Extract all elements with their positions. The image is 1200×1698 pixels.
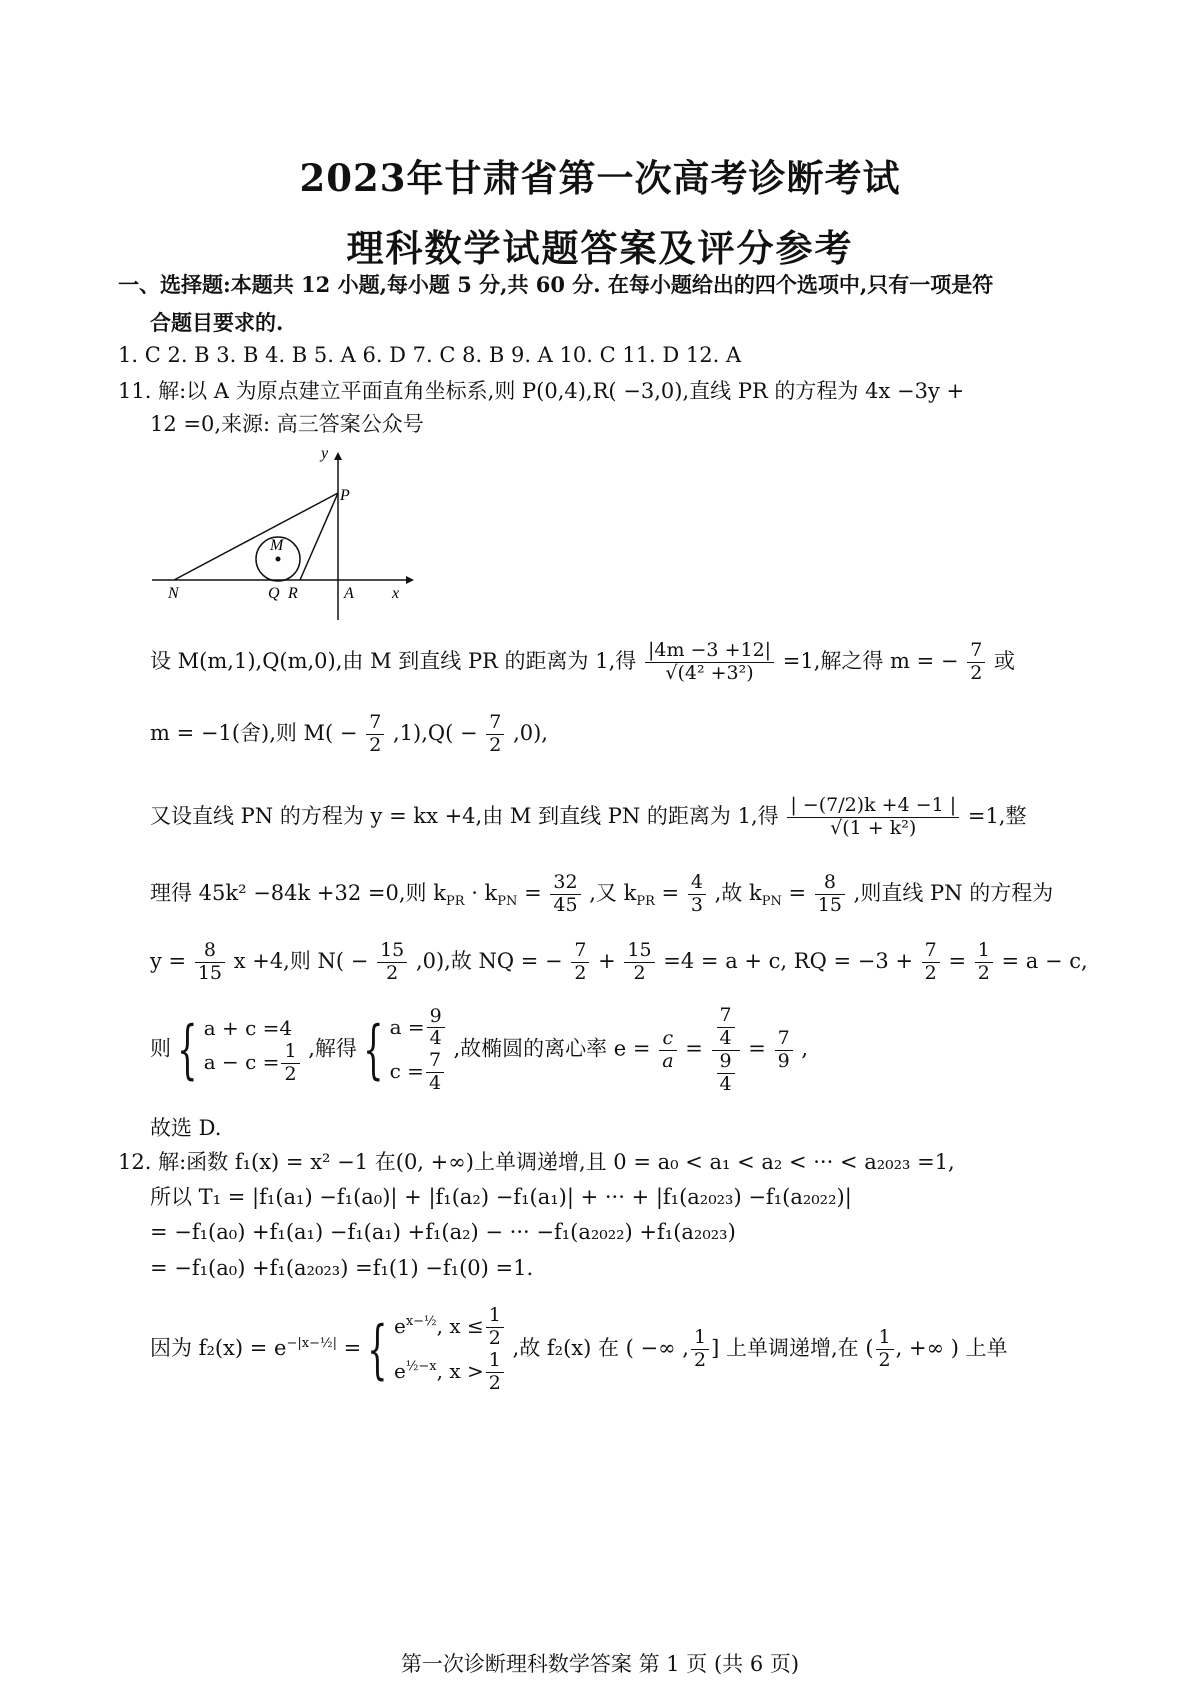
q12-line2: 所以 T₁ = |f₁(a₁) −f₁(a₀)| + |f₁(a₂) −f₁(a₁)| + ··· + |f₁(a₂₀₂₃) −f₁(a₂₀₂₂)| xyxy=(150,1185,852,1209)
label-r: R xyxy=(288,585,298,602)
frac-den: 4 xyxy=(719,1026,732,1049)
q12-line5-end: 上单 xyxy=(965,1336,1008,1361)
label-a: A xyxy=(344,585,354,602)
fraction-32-45 xyxy=(550,872,580,917)
frac-num: 7 xyxy=(922,940,940,963)
piece-2 xyxy=(394,1350,506,1395)
q11-line7-n: x +4,则 N( − xyxy=(233,948,369,973)
q12-line5-mid: ,故 f₂(x) 在 xyxy=(512,1336,619,1361)
section1-heading-cont: 合题目要求的. xyxy=(150,310,284,335)
system2-eq1-text: a = xyxy=(389,1014,425,1039)
frac-den: 45 xyxy=(553,893,578,916)
q11-line7-text: y = xyxy=(150,948,187,973)
line-pr xyxy=(300,493,338,580)
fraction-1-2 xyxy=(486,1350,504,1395)
subscript-pr: PR xyxy=(445,894,465,910)
piece-1 xyxy=(394,1305,506,1350)
frac-num: 9 xyxy=(427,1006,445,1029)
q11-line1: 11. 解:以 A 为原点建立平面直角坐标系,则 P(0,4),R( −3,0),直线 PR 的方程为 4x −3y + xyxy=(118,379,965,403)
q12-line4: = −f₁(a₀) +f₁(a₂₀₂₃) =f₁(1) −f₁(0) =1. xyxy=(150,1256,534,1280)
fraction-15-2 xyxy=(624,940,654,985)
frac-num: 7 xyxy=(426,1050,444,1073)
q12-line1: 12. 解:函数 f₁(x) = x² −1 在(0, +∞)上单调递增,且 0 = a₀ < a₁ < a₂ < ··· < a₂₀₂₃ =1, xyxy=(118,1150,955,1174)
frac-den: 2 xyxy=(488,1371,501,1394)
fraction-4-3 xyxy=(688,872,706,917)
fraction-7-2 xyxy=(571,940,589,985)
q11-line4-text: m = −1(舍),则 M( − xyxy=(150,720,358,745)
frac-num: 7 xyxy=(486,712,504,735)
fraction-8-15 xyxy=(195,940,225,985)
label-p: P xyxy=(340,487,350,504)
interval-1-end: ] xyxy=(711,1336,720,1361)
label-q: Q xyxy=(268,585,280,602)
frac-num: 7 xyxy=(717,1005,735,1028)
frac-den: 2 xyxy=(284,1062,297,1085)
y-axis-arrow xyxy=(334,452,342,460)
frac-num: 8 xyxy=(815,872,845,895)
frac-num: 1 xyxy=(486,1305,504,1328)
equation-system-2 xyxy=(390,1006,447,1095)
fraction-7-2 xyxy=(967,640,985,685)
fraction-c-a xyxy=(659,1028,676,1073)
frac-num: 1 xyxy=(975,940,993,963)
q12-line3: = −f₁(a₀) +f₁(a₁) −f₁(a₁) +f₁(a₂) − ··· −f₁(a₂₀₂₂) +f₁(a₂₀₂₃) xyxy=(150,1220,736,1244)
frac-den: 2 xyxy=(633,961,646,984)
frac-num: 15 xyxy=(624,940,654,963)
comma: , xyxy=(801,1036,809,1061)
fraction-9-4 xyxy=(717,1051,735,1096)
interval-2-start: ( xyxy=(865,1336,874,1361)
system1-eq2-text: a − c = xyxy=(203,1049,280,1074)
piece1-cond: , x ≤ xyxy=(436,1313,484,1338)
piece1-exp: x−½ xyxy=(405,1314,437,1330)
equals: = xyxy=(685,1036,703,1061)
distance-denominator: √(4² +3²) xyxy=(665,661,754,684)
left-brace: { xyxy=(363,1013,384,1088)
q11-line7-plus: + xyxy=(598,948,616,973)
frac-den: 2 xyxy=(970,661,983,684)
frac-den: 2 xyxy=(574,961,587,984)
exponent: −|x−½| xyxy=(286,1336,337,1352)
q11-line6-end: ,则直线 PN 的方程为 xyxy=(853,880,1054,905)
compound-den xyxy=(712,1051,740,1096)
frac-den: 2 xyxy=(693,1349,707,1372)
frac-num: 32 xyxy=(550,872,580,895)
frac-num: c xyxy=(659,1028,676,1051)
interval-1-start: ( −∞ , xyxy=(625,1336,689,1361)
left-brace: { xyxy=(177,1013,198,1088)
q11-line6-eq3: = xyxy=(781,880,807,905)
frac-den: 15 xyxy=(817,893,842,916)
q11-solve: ,解得 xyxy=(308,1036,357,1061)
distance-fraction-pr xyxy=(645,640,774,685)
q11-line4 xyxy=(150,712,548,757)
distance-denominator: √(1 + k²) xyxy=(830,816,917,839)
fraction-7-9 xyxy=(775,1028,793,1073)
q11-line3-text: 设 M(m,1),Q(m,0),由 M 到直线 PR 的距离为 1,得 xyxy=(150,648,637,673)
q11-line4-end: ,0), xyxy=(513,720,548,745)
fraction-8-15 xyxy=(815,872,845,917)
q11-line2: 12 =0,来源: 高三答案公众号 xyxy=(150,412,424,436)
frac-den: 2 xyxy=(369,733,382,756)
label-m: M xyxy=(270,537,284,554)
frac-num: 15 xyxy=(377,940,407,963)
q11-line6-eq2: = xyxy=(654,880,680,905)
equation-system-1 xyxy=(204,1015,302,1086)
q11-line7-end: = a − c, xyxy=(1001,948,1088,973)
system2-eq2 xyxy=(390,1050,447,1095)
center-point-m xyxy=(276,557,281,562)
frac-den: 4 xyxy=(428,1072,442,1095)
choice-answers: 1. C 2. B 3. B 4. B 5. A 6. D 7. C 8. B 9. A 10. C 11. D 12. A xyxy=(118,343,742,367)
label-y: y xyxy=(321,445,329,462)
frac-den: 4 xyxy=(429,1027,442,1050)
piece2-base: e xyxy=(393,1358,406,1383)
q11-line6-so: ,故 k xyxy=(714,880,762,905)
q12-line5-text: 因为 f₂(x) = e xyxy=(150,1336,287,1361)
label-x: x xyxy=(392,585,400,602)
left-brace: { xyxy=(367,1312,388,1387)
compound-fraction xyxy=(712,1005,740,1095)
frac-den: 2 xyxy=(488,1326,501,1349)
q11-line6 xyxy=(150,872,1053,917)
q11-line6-text: 理得 45k² −84k +32 =0,则 k xyxy=(150,880,446,905)
compound-num xyxy=(712,1005,740,1051)
fraction-7-2 xyxy=(486,712,504,757)
frac-den: 3 xyxy=(690,893,703,916)
q11-or: 或 xyxy=(993,648,1015,673)
coordinate-figure xyxy=(160,445,420,625)
system2-eq2-text: c = xyxy=(389,1059,424,1084)
distance-fraction-pn xyxy=(787,795,959,840)
fraction-7-2 xyxy=(922,940,940,985)
subscript-pn: PN xyxy=(497,894,518,910)
q11-line4-mid: ,1),Q( − xyxy=(393,720,478,745)
q11-line8 xyxy=(150,1005,808,1095)
q11-line5-end: =1,整 xyxy=(967,803,1027,828)
exam-subtitle: 理科数学试题答案及评分参考 xyxy=(346,226,854,270)
fraction-7-4 xyxy=(717,1005,735,1050)
q11-line7-rq: =4 = a + c, RQ = −3 + xyxy=(663,948,913,973)
interval-2-end: , +∞ ) xyxy=(895,1336,959,1361)
piece2-cond: , x > xyxy=(436,1358,484,1383)
q11-line3-result: =1,解之得 m = − xyxy=(782,648,959,673)
q11-line7 xyxy=(150,940,1088,985)
piece2-exp: ½−x xyxy=(405,1358,437,1374)
frac-num: 7 xyxy=(571,940,589,963)
q11-then: 则 xyxy=(150,1036,171,1061)
equals: = xyxy=(748,1036,766,1061)
piece1-base: e xyxy=(393,1313,406,1338)
q11-conclusion: 故选 D. xyxy=(150,1116,222,1140)
frac-den: 4 xyxy=(719,1072,732,1095)
frac-num: 1 xyxy=(876,1327,894,1350)
frac-num: 1 xyxy=(691,1327,709,1350)
q11-line5 xyxy=(150,795,1026,840)
frac-den: 9 xyxy=(777,1049,790,1072)
q11-line3 xyxy=(150,640,1015,685)
system2-eq1 xyxy=(390,1006,447,1051)
frac-den: 15 xyxy=(197,961,223,984)
label-n: N xyxy=(168,585,179,602)
frac-den: 2 xyxy=(924,961,937,984)
line-pn xyxy=(174,493,338,580)
frac-den: a xyxy=(662,1049,674,1072)
x-axis-arrow xyxy=(406,576,414,584)
q11-line7-nq: ,0),故 NQ = − xyxy=(415,948,563,973)
fraction-1-2 xyxy=(691,1327,709,1372)
system1-eq2 xyxy=(204,1041,302,1086)
fraction-1-2 xyxy=(281,1041,299,1086)
q11-line5-text: 又设直线 PN 的方程为 y = kx +4,由 M 到直线 PN 的距离为 1,得 xyxy=(150,803,779,828)
frac-num: 9 xyxy=(717,1051,735,1074)
q12-line5-eq: = xyxy=(336,1336,362,1361)
frac-num: 7 xyxy=(366,712,384,735)
q11-line6-eq: = xyxy=(517,880,542,905)
subscript-pn: PN xyxy=(761,894,782,910)
frac-den: 2 xyxy=(977,961,990,984)
q12-line5-inc: 上单调递增,在 xyxy=(725,1336,859,1361)
distance-numerator: | −(7/2)k +4 −1 | xyxy=(787,795,959,818)
system1-eq1: a + c =4 xyxy=(203,1015,293,1040)
frac-num: 7 xyxy=(967,640,985,663)
frac-den: 2 xyxy=(489,733,502,756)
section1-heading: 一、选择题:本题共 12 小题,每小题 5 分,共 60 分. 在每小题给出的四个选项中,只有一项是符 xyxy=(118,272,994,297)
page-footer: 第一次诊断理科数学答案 第 1 页 (共 6 页) xyxy=(400,1652,800,1676)
q11-eccentricity: ,故椭圆的离心率 e = xyxy=(453,1036,651,1061)
fraction-1-2 xyxy=(975,940,993,985)
fraction-15-2 xyxy=(377,940,407,985)
fraction-7-4 xyxy=(426,1050,444,1095)
frac-den: 2 xyxy=(386,961,399,984)
q11-line7-eq: = xyxy=(948,948,967,973)
q11-line6-dot: · k xyxy=(464,880,498,905)
frac-num: 7 xyxy=(775,1028,793,1051)
q12-line5 xyxy=(150,1305,1008,1394)
subscript-pr: PR xyxy=(636,894,655,910)
fraction-1-2 xyxy=(876,1327,894,1372)
fraction-7-2 xyxy=(366,712,384,757)
frac-num: 1 xyxy=(281,1041,299,1064)
distance-numerator: |4m −3 +12| xyxy=(645,640,774,663)
frac-num: 1 xyxy=(486,1350,504,1373)
fraction-1-2 xyxy=(486,1305,504,1350)
fraction-9-4 xyxy=(427,1006,445,1051)
frac-num: 8 xyxy=(195,940,225,963)
frac-num: 4 xyxy=(688,872,706,895)
q11-line6-again: ,又 k xyxy=(589,880,637,905)
frac-den: 2 xyxy=(878,1349,891,1372)
exam-title: 2023年甘肃省第一次高考诊断考试 xyxy=(299,156,901,200)
piecewise-function xyxy=(394,1305,506,1394)
